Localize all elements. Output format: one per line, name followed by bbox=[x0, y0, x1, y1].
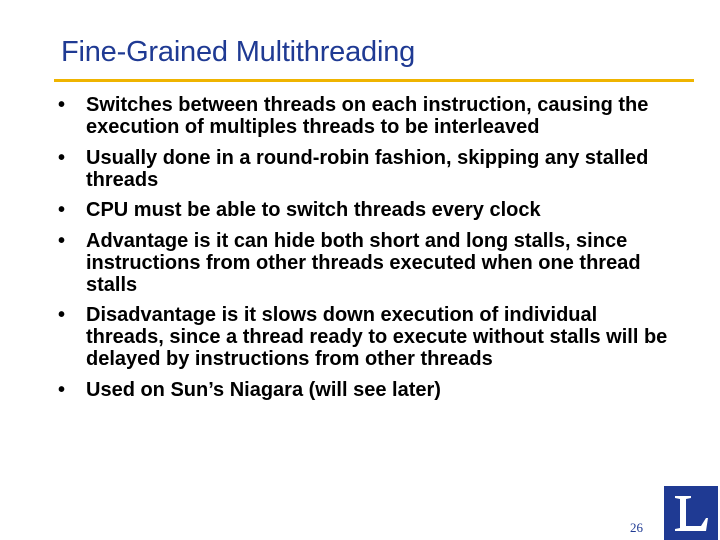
bullet-icon: • bbox=[58, 94, 66, 116]
bullet-item bbox=[58, 199, 668, 221]
bullet-item bbox=[58, 304, 668, 370]
title-divider bbox=[54, 79, 694, 82]
bullet-text: Advantage is it can hide both short and long stalls, since instructions from other threads executed when one thread stalls bbox=[86, 229, 641, 296]
bullet-icon: • bbox=[58, 146, 66, 169]
university-logo-icon bbox=[664, 486, 718, 540]
bullet-text: Usually done in a round-robin fashion, skipping any stalled threads bbox=[86, 146, 649, 191]
bullet-icon: • bbox=[58, 199, 66, 221]
page-number: 26 bbox=[630, 520, 643, 535]
logo-letter-icon bbox=[664, 486, 718, 540]
bullet-item bbox=[58, 147, 668, 191]
bullet-text: Disadvantage is it slows down execution of individual threads, since a thread ready to execute without stalls will be delayed by instructions from other threads bbox=[86, 304, 668, 370]
bullet-item bbox=[58, 94, 668, 138]
bullet-icon: • bbox=[58, 378, 66, 401]
bullet-item bbox=[58, 230, 668, 296]
bullet-item bbox=[58, 379, 668, 401]
bullet-text: Used on Sun’s Niagara (will see later) bbox=[86, 378, 441, 401]
bullet-icon: • bbox=[58, 229, 66, 252]
slide-title: Fine-Grained Multithreading bbox=[61, 36, 416, 68]
bullet-icon: • bbox=[58, 304, 66, 326]
bullet-text: CPU must be able to switch threads every clock bbox=[86, 199, 541, 221]
bullet-text: Switches between threads on each instruction, causing the execution of multiples threads to be interleaved bbox=[86, 94, 649, 138]
bullet-list bbox=[58, 94, 668, 409]
